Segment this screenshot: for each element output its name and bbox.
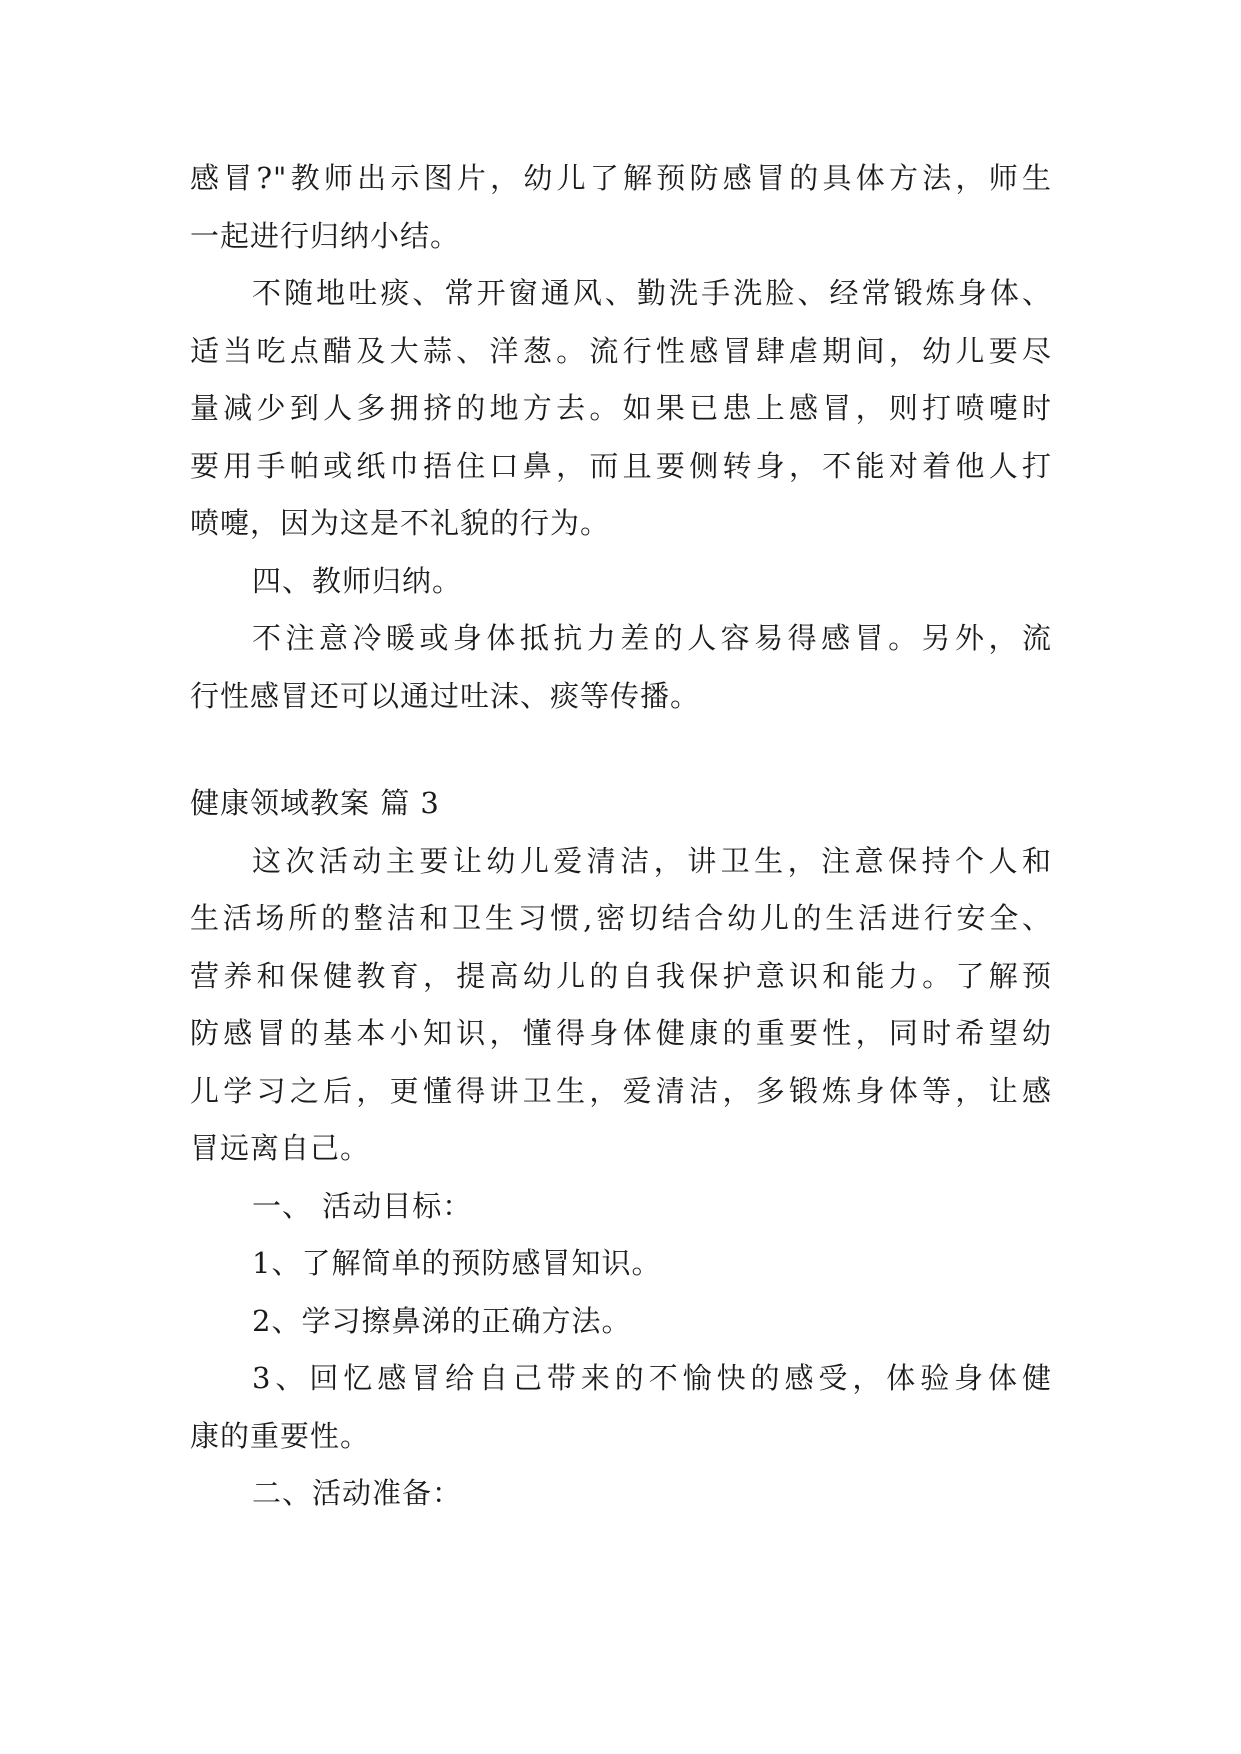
goals-title: 一、 活动目标： [252, 1188, 473, 1223]
goal-item-2: 2、学习擦鼻涕的正确方法。 [252, 1303, 632, 1338]
document-page [190, 150, 1052, 1523]
text-line: 要用手帕或纸巾捂住口鼻，而且要侧转身，不能对着他人打 [190, 448, 1052, 483]
section-gap [190, 725, 1052, 775]
goal-item-3 [190, 1350, 1052, 1465]
paragraph-prevention-methods [190, 265, 1052, 553]
text-line: 营养和保健教育，提高幼儿的自我保护意识和能力。了解预 [190, 958, 1052, 993]
text-line: 不注意冷暖或身体抵抗力差的人容易得感冒。另外，流 [252, 621, 1052, 655]
paragraph-intro [190, 833, 1052, 1178]
text-line: 量减少到人多拥挤的地方去。如果已患上感冒，则打喷嚏时 [190, 391, 1052, 425]
paragraph-continuation [190, 150, 1052, 265]
text-line: 行性感冒还可以通过吐沫、痰等传播。 [190, 678, 701, 713]
section-heading-four: 四、教师归纳。 [252, 563, 463, 598]
text-line: 一起进行归纳小结。 [190, 218, 461, 253]
text-line: 防感冒的基本小知识，懂得身体健康的重要性，同时希望幼 [190, 1016, 1052, 1050]
text-line: 3、回忆感冒给自己带来的不愉快的感受，体验身体健 [252, 1361, 1052, 1395]
text-line: 生活场所的整洁和卫生习惯,密切结合幼儿的生活进行安全、 [190, 901, 1052, 935]
text-line: 适当吃点醋及大蒜、洋葱。流行性感冒肆虐期间，幼儿要尽 [190, 333, 1052, 368]
lesson-plan-heading: 健康领域教案 篇 3 [190, 786, 440, 820]
text-line: 冒远离自己。 [190, 1131, 371, 1165]
text-line: 不随地吐痰、常开窗通风、勤洗手洗脸、经常锻炼身体、 [252, 276, 1052, 310]
text-line: 儿学习之后，更懂得讲卫生，爱清洁，多锻炼身体等，让感 [190, 1073, 1052, 1108]
paragraph-summary [190, 610, 1052, 725]
text-line: 喷嚏，因为这是不礼貌的行为。 [190, 506, 611, 540]
text-line: 康的重要性。 [190, 1418, 371, 1453]
preparation-title: 二、活动准备： [252, 1476, 463, 1510]
text-line: 感冒?"教师出示图片，幼儿了解预防感冒的具体方法，师生 [190, 161, 1052, 195]
goal-item-1: 1、了解简单的预防感冒知识。 [252, 1246, 662, 1280]
text-line: 这次活动主要让幼儿爱清洁，讲卫生，注意保持个人和 [252, 843, 1052, 878]
